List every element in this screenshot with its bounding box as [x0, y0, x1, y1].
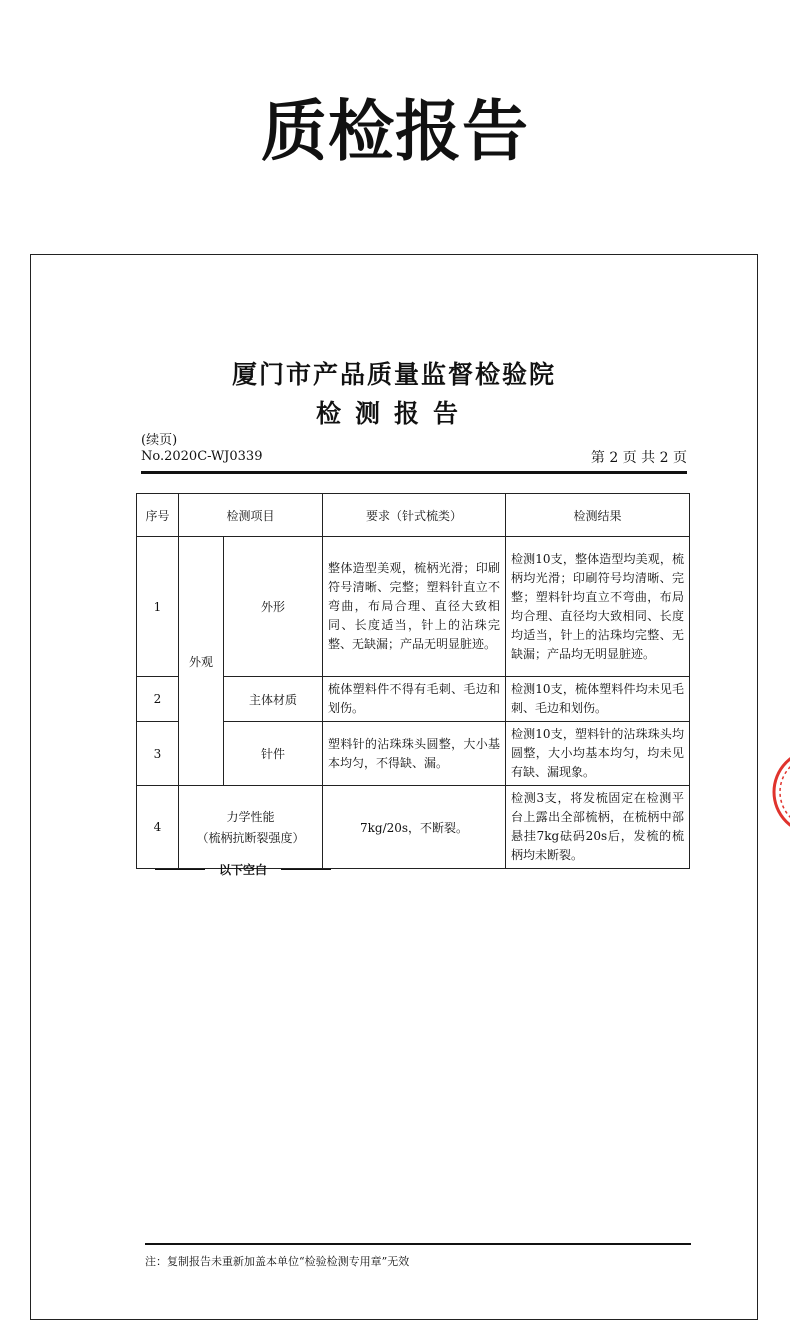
row-result: 检测10支，整体造型均美观，梳柄均光滑；印刷符号均清晰、完整；塑料针均直立不弯曲，布局均合理、直径均大致相同、长度均适当，针上的沾珠均完整、无缺漏；产品均无明显脏迹。 [506, 537, 690, 677]
inspection-table [136, 493, 690, 869]
right-dash [281, 869, 331, 870]
row-no: 3 [137, 722, 179, 786]
left-dash [155, 869, 205, 870]
continued-label: (续页) [141, 433, 178, 448]
blank-note-text: 以下空白 [219, 863, 268, 877]
header-no: 序号 [137, 494, 179, 537]
header-item: 检测项目 [179, 494, 323, 537]
header-requirement: 要求（针式梳类） [323, 494, 506, 537]
report-number: No.2020C-WJ0339 [141, 449, 263, 464]
report-title: 检测报告 [315, 399, 472, 428]
header-result: 检测结果 [506, 494, 690, 537]
table-header-row [137, 494, 690, 537]
table-row [137, 537, 690, 677]
table-row [137, 786, 690, 869]
blank-note [141, 861, 345, 878]
group-label: 外观 [179, 537, 224, 786]
row-no: 4 [137, 786, 179, 869]
footer-rule [145, 1243, 691, 1245]
row-result: 检测10支，塑料针的沾珠珠头均圆整，大小均基本均匀，均未见有缺、漏现象。 [506, 722, 690, 786]
row-result: 检测10支，梳体塑料件均未见毛刺、毛边和划伤。 [506, 677, 690, 722]
row-item-sub: （梳柄抗断裂强度） [196, 831, 305, 845]
page-title: 质检报告 [261, 93, 529, 170]
row-item [179, 786, 323, 869]
page-info: 第 2 页 共 2 页 [590, 450, 687, 466]
report-document [30, 254, 758, 1320]
row-item: 主体材质 [224, 677, 323, 722]
footer-note: 注：复制报告未重新加盖本单位“检验检测专用章”无效 [145, 1255, 410, 1268]
row-requirement: 整体造型美观，梳柄光滑；印刷符号清晰、完整；塑料针直立不弯曲，布局合理、直径大致相同、长度适当，针上的沾珠完整、无缺漏；产品无明显脏迹。 [323, 537, 506, 677]
institution-name: 厦门市产品质量监督检验院 [231, 360, 556, 389]
row-item: 外形 [224, 537, 323, 677]
row-no: 2 [137, 677, 179, 722]
row-requirement: 塑料针的沾珠珠头圆整，大小基本均匀，不得缺、漏。 [323, 722, 506, 786]
row-no: 1 [137, 537, 179, 677]
row-item: 针件 [224, 722, 323, 786]
header-rule [141, 471, 687, 474]
row-result: 检测3支，将发梳固定在检测平台上露出全部梳柄，在梳柄中部悬挂7kg砝码20s后，发梳的梳柄均未断裂。 [506, 786, 690, 869]
row-requirement: 梳体塑料件不得有毛刺、毛边和划伤。 [323, 677, 506, 722]
row-item-main: 力学性能 [226, 810, 275, 824]
official-stamp-seal [731, 747, 790, 837]
row-requirement: 7kg/20s，不断裂。 [323, 786, 506, 869]
